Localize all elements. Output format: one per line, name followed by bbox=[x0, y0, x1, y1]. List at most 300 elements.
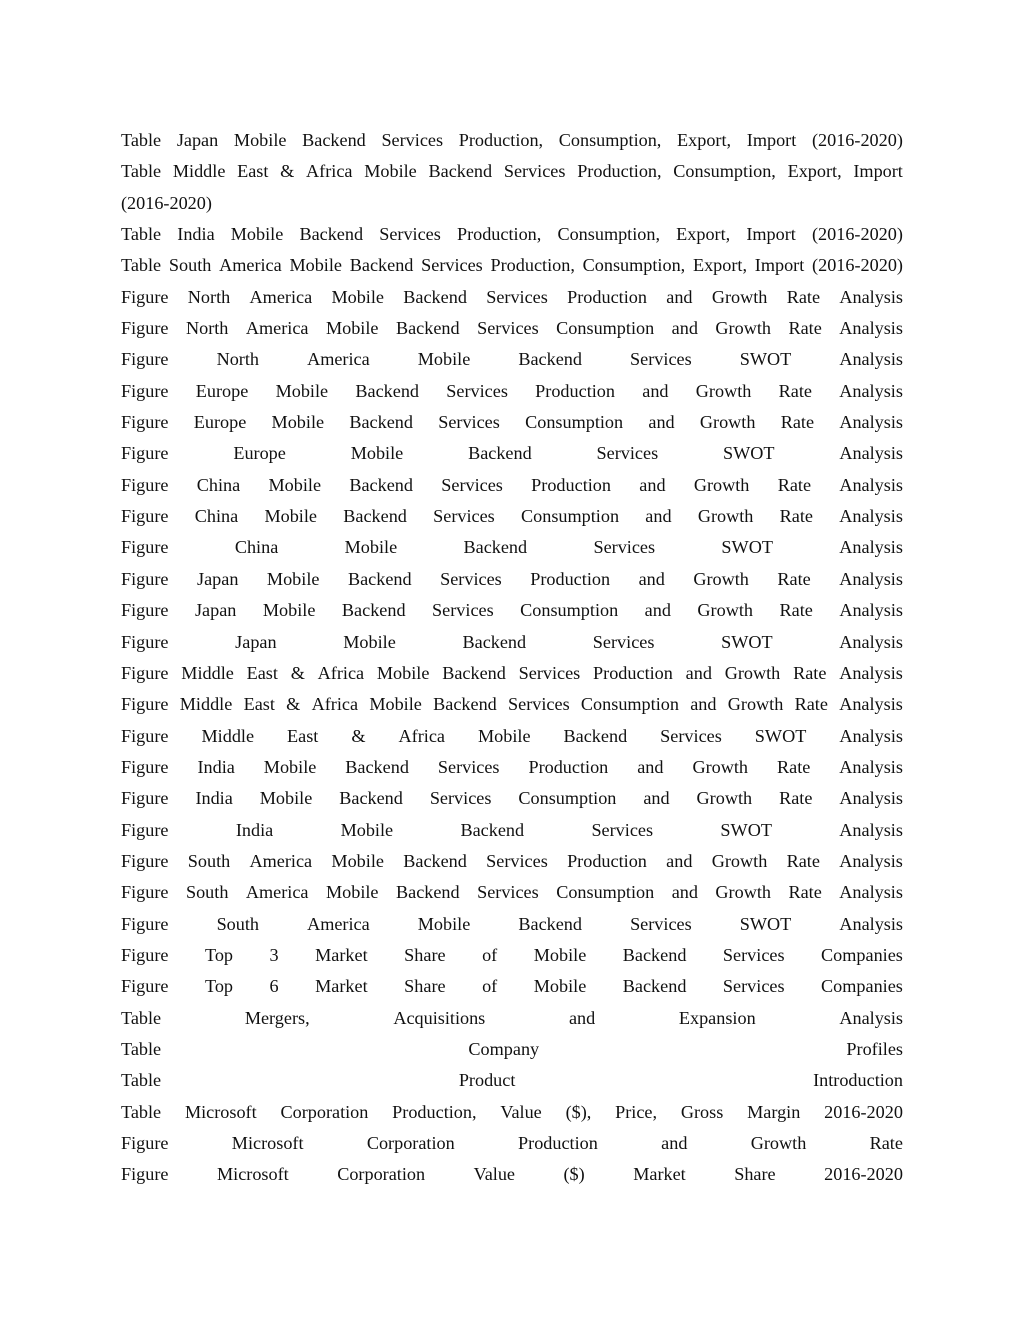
line-word: and bbox=[638, 568, 665, 589]
line-word: India bbox=[197, 756, 235, 777]
line-word: Mobile bbox=[417, 913, 471, 934]
line-word: and bbox=[666, 286, 693, 307]
line-word: Production bbox=[593, 662, 673, 683]
line-word: Figure bbox=[121, 850, 169, 871]
line-word: Europe bbox=[193, 412, 247, 433]
line-word: Backend bbox=[403, 850, 467, 871]
line-word: America bbox=[249, 850, 313, 871]
line-word: Figure bbox=[121, 318, 169, 339]
line-word: (2016-2020) bbox=[811, 130, 903, 150]
line-word: Growth bbox=[750, 1133, 807, 1153]
line-word: Mobile bbox=[275, 380, 329, 401]
document-line bbox=[121, 940, 903, 971]
line-word: Figure bbox=[121, 631, 169, 652]
document-line bbox=[121, 909, 903, 940]
line-word: Consumption bbox=[518, 788, 617, 809]
line-word: North bbox=[185, 318, 229, 339]
line-word: & bbox=[286, 694, 301, 715]
line-word: Backend bbox=[395, 318, 460, 339]
line-word: Gross bbox=[680, 1101, 724, 1122]
line-word: Mergers, bbox=[244, 1007, 310, 1028]
document-page bbox=[121, 125, 903, 1191]
line-word: Figure bbox=[121, 788, 169, 809]
line-word: India bbox=[195, 788, 233, 809]
line-word: Analysis bbox=[839, 631, 903, 652]
line-word: Services bbox=[440, 568, 502, 589]
line-word: Figure bbox=[121, 882, 169, 903]
line-word: Growth bbox=[695, 380, 752, 401]
line-word: Consumption bbox=[580, 694, 679, 715]
line-word: Consumption bbox=[525, 412, 624, 433]
line-word: Consumption bbox=[521, 506, 620, 527]
line-word: Figure bbox=[121, 976, 169, 997]
line-word: (2016-2020) bbox=[811, 224, 903, 245]
line-word: SWOT bbox=[739, 913, 792, 934]
line-word: Backend bbox=[349, 474, 413, 495]
line-word: Mobile bbox=[230, 224, 284, 245]
line-word: Backend bbox=[518, 349, 582, 370]
line-word: Japan bbox=[197, 568, 239, 589]
line-word: Mobile bbox=[264, 506, 317, 527]
line-word: Services bbox=[446, 380, 508, 401]
line-word: Production bbox=[528, 756, 609, 777]
line-word: Services bbox=[630, 349, 692, 370]
line-word: Import bbox=[754, 255, 805, 276]
line-word: Analysis bbox=[839, 600, 903, 621]
document-line bbox=[121, 627, 903, 658]
line-word: SWOT bbox=[722, 443, 775, 464]
line-word: Backend bbox=[463, 537, 528, 558]
line-word: Market bbox=[315, 944, 368, 965]
line-word: and bbox=[568, 1007, 596, 1028]
line-word: and bbox=[645, 506, 672, 527]
line-word: Backend bbox=[339, 788, 403, 809]
line-word: Export, bbox=[676, 224, 731, 245]
line-word: Rate bbox=[776, 756, 811, 777]
line-word: Figure bbox=[121, 474, 169, 495]
line-word: Figure bbox=[121, 537, 169, 558]
line-word: Table bbox=[121, 161, 162, 182]
line-word: Mobile bbox=[533, 976, 587, 997]
line-word: Growth bbox=[693, 568, 749, 589]
line-word: Analysis bbox=[839, 286, 903, 307]
line-word: Analysis bbox=[839, 788, 903, 809]
line-word: Rate bbox=[777, 474, 812, 495]
line-word: North bbox=[216, 349, 259, 370]
line-word: Corporation bbox=[337, 1164, 426, 1185]
line-word: Rate bbox=[779, 600, 813, 621]
line-word: Growth bbox=[697, 600, 753, 621]
line-word: ($) bbox=[563, 1164, 585, 1185]
line-word: Analysis bbox=[839, 537, 903, 558]
document-line bbox=[121, 219, 903, 250]
line-word: Growth bbox=[727, 694, 784, 715]
line-word: Mobile bbox=[417, 349, 471, 370]
line-word: & bbox=[280, 161, 295, 182]
line-word: Microsoft bbox=[216, 1164, 289, 1185]
line-word: Analysis bbox=[839, 1007, 903, 1028]
line-word: 2016-2020 bbox=[824, 1101, 903, 1122]
line-word: Mobile bbox=[331, 286, 384, 307]
line-word: of bbox=[482, 976, 498, 997]
line-word: Services bbox=[592, 631, 655, 652]
line-word: Backend bbox=[468, 443, 532, 464]
document-line bbox=[121, 846, 903, 877]
line-word: Mobile bbox=[289, 255, 342, 276]
line-word: Services bbox=[381, 130, 444, 150]
line-word: Mobile bbox=[266, 568, 320, 589]
line-word: Analysis bbox=[839, 349, 903, 370]
line-word: SWOT bbox=[720, 819, 772, 840]
line-word: of bbox=[482, 944, 498, 965]
line-word: Rate bbox=[779, 788, 813, 809]
line-word: Acquisitions bbox=[393, 1007, 486, 1028]
line-word: and bbox=[671, 318, 698, 339]
line-word: Growth bbox=[692, 756, 749, 777]
line-word: Africa bbox=[398, 725, 445, 746]
line-word: Services bbox=[486, 286, 548, 307]
line-word: Backend bbox=[563, 725, 628, 746]
line-word: Services bbox=[518, 662, 581, 683]
line-word: Import bbox=[746, 130, 797, 150]
line-word: East bbox=[243, 694, 275, 715]
line-word: Backend bbox=[355, 380, 420, 401]
line-word: Production bbox=[567, 850, 647, 871]
line-word: Africa bbox=[311, 694, 359, 715]
line-word: Production bbox=[530, 568, 611, 589]
line-word: Rate bbox=[786, 286, 821, 307]
line-word: Share bbox=[734, 1164, 776, 1185]
line-word: and bbox=[644, 600, 671, 621]
line-word: Services bbox=[441, 474, 503, 495]
document-line bbox=[121, 438, 903, 469]
line-word: (2016-2020) bbox=[121, 192, 212, 213]
document-line bbox=[121, 721, 903, 752]
line-word: India bbox=[235, 819, 274, 840]
line-word: Mobile bbox=[263, 756, 317, 777]
document-line bbox=[121, 470, 903, 501]
line-word: Mobile bbox=[376, 662, 430, 683]
line-word: Margin bbox=[747, 1101, 801, 1122]
line-word: Services bbox=[596, 443, 659, 464]
line-word: Consumption, bbox=[673, 161, 776, 182]
line-word: Corporation bbox=[280, 1101, 369, 1122]
line-word: ($), bbox=[565, 1101, 592, 1122]
line-word: and bbox=[643, 788, 670, 809]
line-word: Mobile bbox=[343, 631, 396, 652]
line-word: Mobile bbox=[325, 882, 379, 903]
line-word: Mobile bbox=[344, 537, 398, 558]
line-word: Rate bbox=[778, 380, 812, 401]
line-word: Services bbox=[722, 944, 785, 965]
line-word: Export, bbox=[787, 161, 842, 182]
line-word: Table bbox=[121, 224, 162, 245]
line-word: Consumption, bbox=[557, 224, 661, 245]
line-word: Consumption bbox=[556, 318, 655, 339]
line-word: Services bbox=[432, 600, 494, 621]
line-word: South bbox=[187, 850, 231, 871]
line-word: Figure bbox=[121, 443, 169, 464]
line-word: Rate bbox=[779, 506, 813, 527]
line-word: America bbox=[249, 286, 313, 307]
document-line bbox=[121, 783, 903, 814]
line-word: South bbox=[168, 255, 212, 276]
line-word: Services bbox=[477, 318, 539, 339]
line-word: Rate bbox=[788, 318, 822, 339]
line-word: Backend bbox=[460, 819, 525, 840]
line-word: Table bbox=[121, 130, 162, 150]
line-word: Production bbox=[567, 286, 647, 307]
line-word: Mobile bbox=[331, 850, 384, 871]
line-word: & bbox=[290, 662, 305, 683]
line-word: Mobile bbox=[350, 443, 404, 464]
line-word: South bbox=[216, 913, 260, 934]
document-line bbox=[121, 1034, 903, 1065]
document-line bbox=[121, 376, 903, 407]
line-word: Figure bbox=[121, 568, 169, 589]
line-word: 6 bbox=[269, 976, 279, 997]
line-word: Figure bbox=[121, 600, 169, 621]
line-word: Expansion bbox=[678, 1007, 756, 1028]
line-word: Company bbox=[468, 1038, 540, 1059]
line-word: Figure bbox=[121, 756, 169, 777]
line-word: Analysis bbox=[839, 443, 903, 464]
line-word: Companies bbox=[821, 944, 903, 965]
line-word: China bbox=[194, 506, 239, 527]
document-line bbox=[121, 344, 903, 375]
line-word: Figure bbox=[121, 1164, 169, 1185]
line-word: Market bbox=[315, 976, 368, 997]
line-word: Figure bbox=[121, 286, 169, 307]
line-word: America bbox=[307, 913, 370, 934]
line-word: SWOT bbox=[721, 537, 773, 558]
line-word: Japan bbox=[194, 600, 237, 621]
line-word: Table bbox=[121, 1038, 162, 1059]
line-word: Backend bbox=[395, 882, 460, 903]
line-word: Figure bbox=[121, 694, 169, 715]
line-word: America bbox=[245, 318, 309, 339]
line-word: China bbox=[196, 474, 241, 495]
line-word: & bbox=[351, 725, 366, 746]
line-word: Backend bbox=[349, 412, 413, 433]
line-word: Mobile bbox=[340, 819, 394, 840]
line-word: Mobile bbox=[477, 725, 531, 746]
document-line bbox=[121, 595, 903, 626]
line-word: Consumption, bbox=[558, 130, 662, 150]
line-word: Rate bbox=[786, 850, 820, 871]
line-word: Consumption bbox=[556, 882, 655, 903]
line-word: Production, bbox=[456, 224, 542, 245]
line-word: Microsoft bbox=[184, 1101, 257, 1122]
line-word: Analysis bbox=[839, 506, 903, 527]
document-line bbox=[121, 564, 903, 595]
line-word: South bbox=[185, 882, 229, 903]
line-word: Analysis bbox=[839, 412, 903, 433]
line-word: Backend bbox=[302, 130, 366, 150]
line-word: Analysis bbox=[839, 819, 903, 840]
line-word: Backend bbox=[518, 913, 582, 934]
line-word: and bbox=[637, 756, 664, 777]
document-line bbox=[121, 407, 903, 438]
line-word: Consumption bbox=[520, 600, 619, 621]
line-word: Mobile bbox=[259, 788, 313, 809]
line-word: Analysis bbox=[839, 318, 903, 339]
line-word: Introduction bbox=[813, 1070, 903, 1091]
line-word: Backend bbox=[433, 694, 497, 715]
line-word: Services bbox=[477, 882, 539, 903]
document-line bbox=[121, 125, 903, 156]
line-word: Africa bbox=[317, 662, 365, 683]
line-word: Corporation bbox=[366, 1133, 455, 1153]
line-word: Analysis bbox=[839, 568, 903, 589]
line-word: Price, bbox=[615, 1101, 658, 1122]
line-word: Middle bbox=[201, 725, 255, 746]
line-word: Backend bbox=[299, 224, 364, 245]
line-word: Figure bbox=[121, 662, 169, 683]
line-word: Mobile bbox=[369, 694, 422, 715]
line-word: Product bbox=[458, 1070, 516, 1091]
line-word: Services bbox=[421, 255, 483, 276]
line-word: and bbox=[666, 850, 693, 871]
line-word: Import bbox=[746, 224, 796, 245]
line-word: Figure bbox=[121, 725, 169, 746]
line-word: Middle bbox=[172, 161, 226, 182]
line-word: Japan bbox=[235, 631, 277, 652]
line-word: Services bbox=[433, 506, 495, 527]
line-word: Profiles bbox=[846, 1038, 903, 1059]
document-line bbox=[121, 752, 903, 783]
line-word: SWOT bbox=[739, 349, 792, 370]
line-word: East bbox=[246, 662, 278, 683]
line-word: Production, bbox=[458, 130, 544, 150]
line-word: Export, bbox=[692, 255, 748, 276]
line-word: and bbox=[639, 474, 666, 495]
line-word: Services bbox=[438, 412, 500, 433]
line-word: Backend bbox=[345, 756, 409, 777]
line-word: Value bbox=[473, 1164, 516, 1185]
document-line bbox=[121, 815, 903, 846]
document-line bbox=[121, 188, 903, 219]
line-word: Services bbox=[437, 756, 500, 777]
line-word: and bbox=[648, 412, 675, 433]
line-word: Table bbox=[121, 1070, 162, 1091]
document-line bbox=[121, 1003, 903, 1034]
line-word: Mobile bbox=[364, 161, 417, 182]
line-word: SWOT bbox=[721, 631, 773, 652]
line-word: Growth bbox=[697, 506, 754, 527]
document-line bbox=[121, 971, 903, 1002]
line-word: Market bbox=[633, 1164, 686, 1185]
line-word: and bbox=[685, 662, 712, 683]
line-word: and bbox=[690, 694, 717, 715]
line-word: Japan bbox=[176, 130, 219, 150]
line-word: Rate bbox=[794, 694, 828, 715]
line-word: Services bbox=[660, 725, 722, 746]
line-word: Table bbox=[121, 1007, 162, 1028]
line-word: Share bbox=[404, 944, 446, 965]
document-line bbox=[121, 501, 903, 532]
line-word: Services bbox=[379, 224, 441, 245]
line-word: Backend bbox=[341, 600, 406, 621]
line-word: (2016-2020) bbox=[812, 255, 903, 276]
line-word: Backend bbox=[442, 662, 506, 683]
line-word: Mobile bbox=[268, 474, 322, 495]
line-word: Backend bbox=[428, 161, 493, 182]
line-word: Analysis bbox=[839, 882, 903, 903]
line-word: Growth bbox=[711, 286, 768, 307]
line-word: Analysis bbox=[839, 474, 903, 495]
line-word: Figure bbox=[121, 506, 169, 527]
line-word: Growth bbox=[715, 318, 771, 339]
line-word: East bbox=[237, 161, 269, 182]
line-word: Growth bbox=[696, 788, 753, 809]
line-word: Backend bbox=[403, 286, 467, 307]
line-word: Export, bbox=[677, 130, 732, 150]
line-word: Rate bbox=[788, 882, 822, 903]
line-word: Analysis bbox=[839, 850, 903, 871]
line-word: Figure bbox=[121, 349, 169, 370]
line-word: Backend bbox=[349, 255, 414, 276]
line-word: Growth bbox=[699, 412, 756, 433]
document-line bbox=[121, 689, 903, 720]
line-word: Production, bbox=[392, 1101, 477, 1122]
line-word: Services bbox=[503, 161, 566, 182]
line-word: Rate bbox=[780, 412, 815, 433]
document-line bbox=[121, 1065, 903, 1096]
line-word: Figure bbox=[121, 1133, 169, 1153]
line-word: Production bbox=[531, 474, 611, 495]
line-word: Companies bbox=[821, 976, 903, 997]
line-word: Analysis bbox=[839, 725, 903, 746]
document-line bbox=[121, 658, 903, 689]
line-word: Services bbox=[508, 694, 570, 715]
line-word: and bbox=[671, 882, 698, 903]
line-word: Services bbox=[591, 819, 654, 840]
line-word: Figure bbox=[121, 913, 169, 934]
line-word: Analysis bbox=[839, 756, 903, 777]
line-word: Figure bbox=[121, 819, 169, 840]
line-word: and bbox=[661, 1133, 688, 1153]
line-word: SWOT bbox=[754, 725, 807, 746]
document-line bbox=[121, 282, 903, 313]
line-word: 2016-2020 bbox=[824, 1164, 903, 1185]
line-word: Services bbox=[429, 788, 492, 809]
line-word: Services bbox=[722, 976, 785, 997]
line-word: Europe bbox=[233, 443, 286, 464]
line-word: Europe bbox=[195, 380, 249, 401]
line-word: Analysis bbox=[839, 662, 903, 683]
line-word: Middle bbox=[179, 694, 233, 715]
line-word: Backend bbox=[622, 976, 687, 997]
line-word: Backend bbox=[622, 944, 687, 965]
line-word: Services bbox=[486, 850, 548, 871]
line-word: Backend bbox=[343, 506, 407, 527]
line-word: Analysis bbox=[839, 913, 903, 934]
line-word: Table bbox=[121, 255, 162, 276]
line-word: Figure bbox=[121, 944, 169, 965]
line-word: Consumption, bbox=[582, 255, 686, 276]
line-word: Value bbox=[500, 1101, 542, 1122]
line-word: East bbox=[287, 725, 319, 746]
line-word: Growth bbox=[693, 474, 750, 495]
document-line bbox=[121, 1128, 903, 1159]
line-word: Mobile bbox=[271, 412, 325, 433]
line-word: Africa bbox=[306, 161, 353, 182]
document-line bbox=[121, 250, 903, 281]
line-word: America bbox=[219, 255, 282, 276]
line-word: Growth bbox=[715, 882, 771, 903]
document-line bbox=[121, 156, 903, 187]
